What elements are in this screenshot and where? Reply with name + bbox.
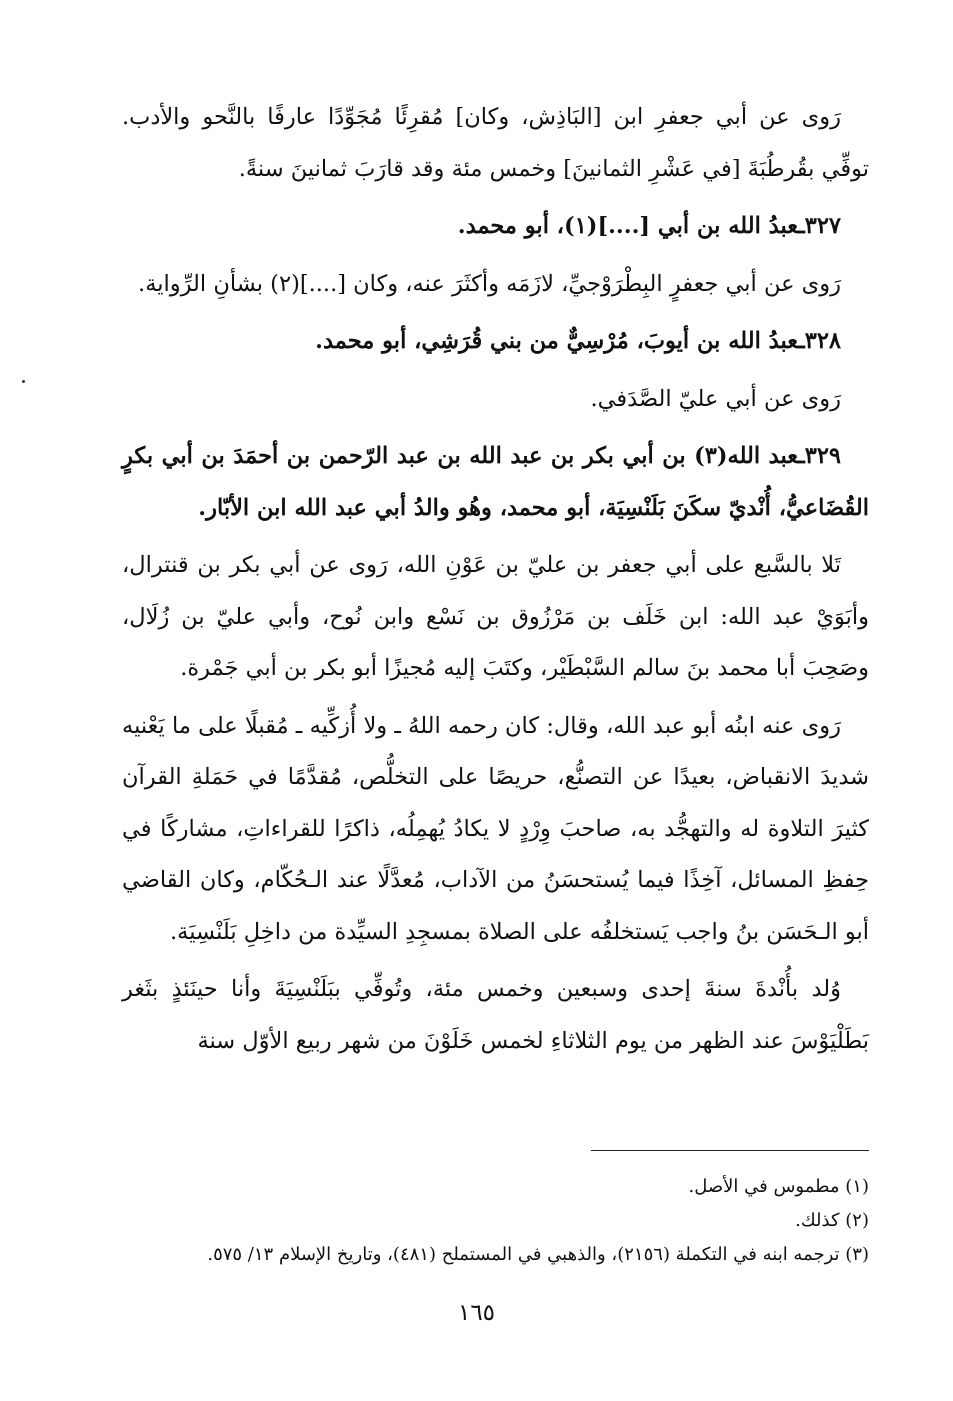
entry-name: عبدُ الله بن أبي [....](١)، أبو محمد. (457, 213, 799, 239)
entry-name: عبد الله(٣) بن أبي بكر بن عبد الله بن عبد الرّحمن بن أحمَدَ بن أبي بكرٍ القُضَاعيُّ، أُنْديّ سكَنَ بَلَنْسِيَة، أبو محمد، وهُو والدُ أبي عبد الله ابن الأبّار. (122, 443, 869, 521)
footnote-3: (٣) ترجمه ابنه في التكملة (٢١٥٦)، والذهبي في المستملح (٤٨١)، وتاريخ الإسلام ١٣/ ٥٧٥. (207, 1244, 869, 1265)
biography-entry-heading (122, 316, 869, 368)
page-number: ١٦٥ (457, 1300, 496, 1326)
body-paragraph: وُلد بأُنْدةَ سنةَ إحدى وسبعين وخمس مئة، وتُوفِّي ببَلَنْسِيَةَ وأنا حينَئذٍ بثَغر بَطَلْيَوْسَ عند الظهر من يوم الثلاثاءِ لخمس خَلَوْنَ من شهر ربيع الأوّل سنة (122, 976, 869, 1054)
body-paragraph: رَوى عن أبي عليّ الصَّدَفي. (590, 385, 841, 412)
entry-number: ٣٢٧ـ (798, 213, 841, 239)
biography-entry-heading (122, 431, 869, 534)
body-paragraph: رَوى عن أبي جعفرٍ البِطْرَوْجيِّ، لازَمَه وأكثَرَ عنه، وكان [....](٢) بشأنِ الرِّواية. (138, 270, 841, 297)
biography-entry-heading (122, 201, 869, 253)
body-paragraph: رَوى عن أبي جعفرِ ابن [البَاذِش، وكان] مُقرِئًا مُجَوِّدًا عارفًا بالنَّحو والأدب. توفِّي بقُرطُبَةَ [في عَشْرِ الثمانينَ] وخمس مئة وقد قارَبَ ثمانينَ سنةً. (122, 104, 869, 182)
margin-mark (22, 380, 25, 383)
footnote-1: (١) مطموس في الأصل. (688, 1176, 869, 1197)
footnote-2: (٢) كذلك. (795, 1210, 869, 1231)
entry-number: ٣٢٩ـ (798, 443, 841, 469)
footnote-separator (591, 1150, 869, 1151)
body-paragraph: رَوى عنه ابنُه أبو عبد الله، وقال: كان رحمه اللهُ ـ ولا أُزكِّيه ـ مُقبلًا على ما يَعْنيه شديدَ الانقباض، بعيدًا عن التصنُّع، حريصًا على التخلُّص، مُقدَّمًا في حَمَلةِ القرآن كثيرَ التلاوة له والتهجُّد به، صاحبَ وِرْدٍ لا يكادُ يُهمِلُه، ذاكرًا للقراءاتِ، مشاركًا في حِفظِ المسائل، آخِذًا فيما يُستحسَنُ من الآداب، مُعدَّلًا عند الـحُكّام، وكان القاضي أبو الـحَسَن بنُ واجب يَستخلفُه على الصلاة بمسجِدِ السيِّدة من داخِلِ بَلَنْسِيَة. (122, 712, 869, 945)
entry-number: ٣٢٨ـ (798, 328, 841, 354)
footnotes (100, 1170, 869, 1272)
body-paragraph: تَلا بالسَّبع على أبي جعفر بن عليّ بن عَوْنِ الله، رَوى عن أبي بكر بن قنترال، وأبَوَيْ عبد الله: ابن خَلَف بن مَرْزُوق بن نَسْع وابن نُوح، وأبي عليّ بن زُلَال، وصَحِبَ أبا محمد بنَ سالم السَّبْطَيْر، وكتَبَ إليه مُجيزًا أبو بكر بن أبي جَمْرة. (122, 552, 869, 681)
entry-name: عبدُ الله بن أيوبَ، مُرْسِيٌّ من بني قُرَشِي، أبو محمد. (315, 328, 799, 354)
